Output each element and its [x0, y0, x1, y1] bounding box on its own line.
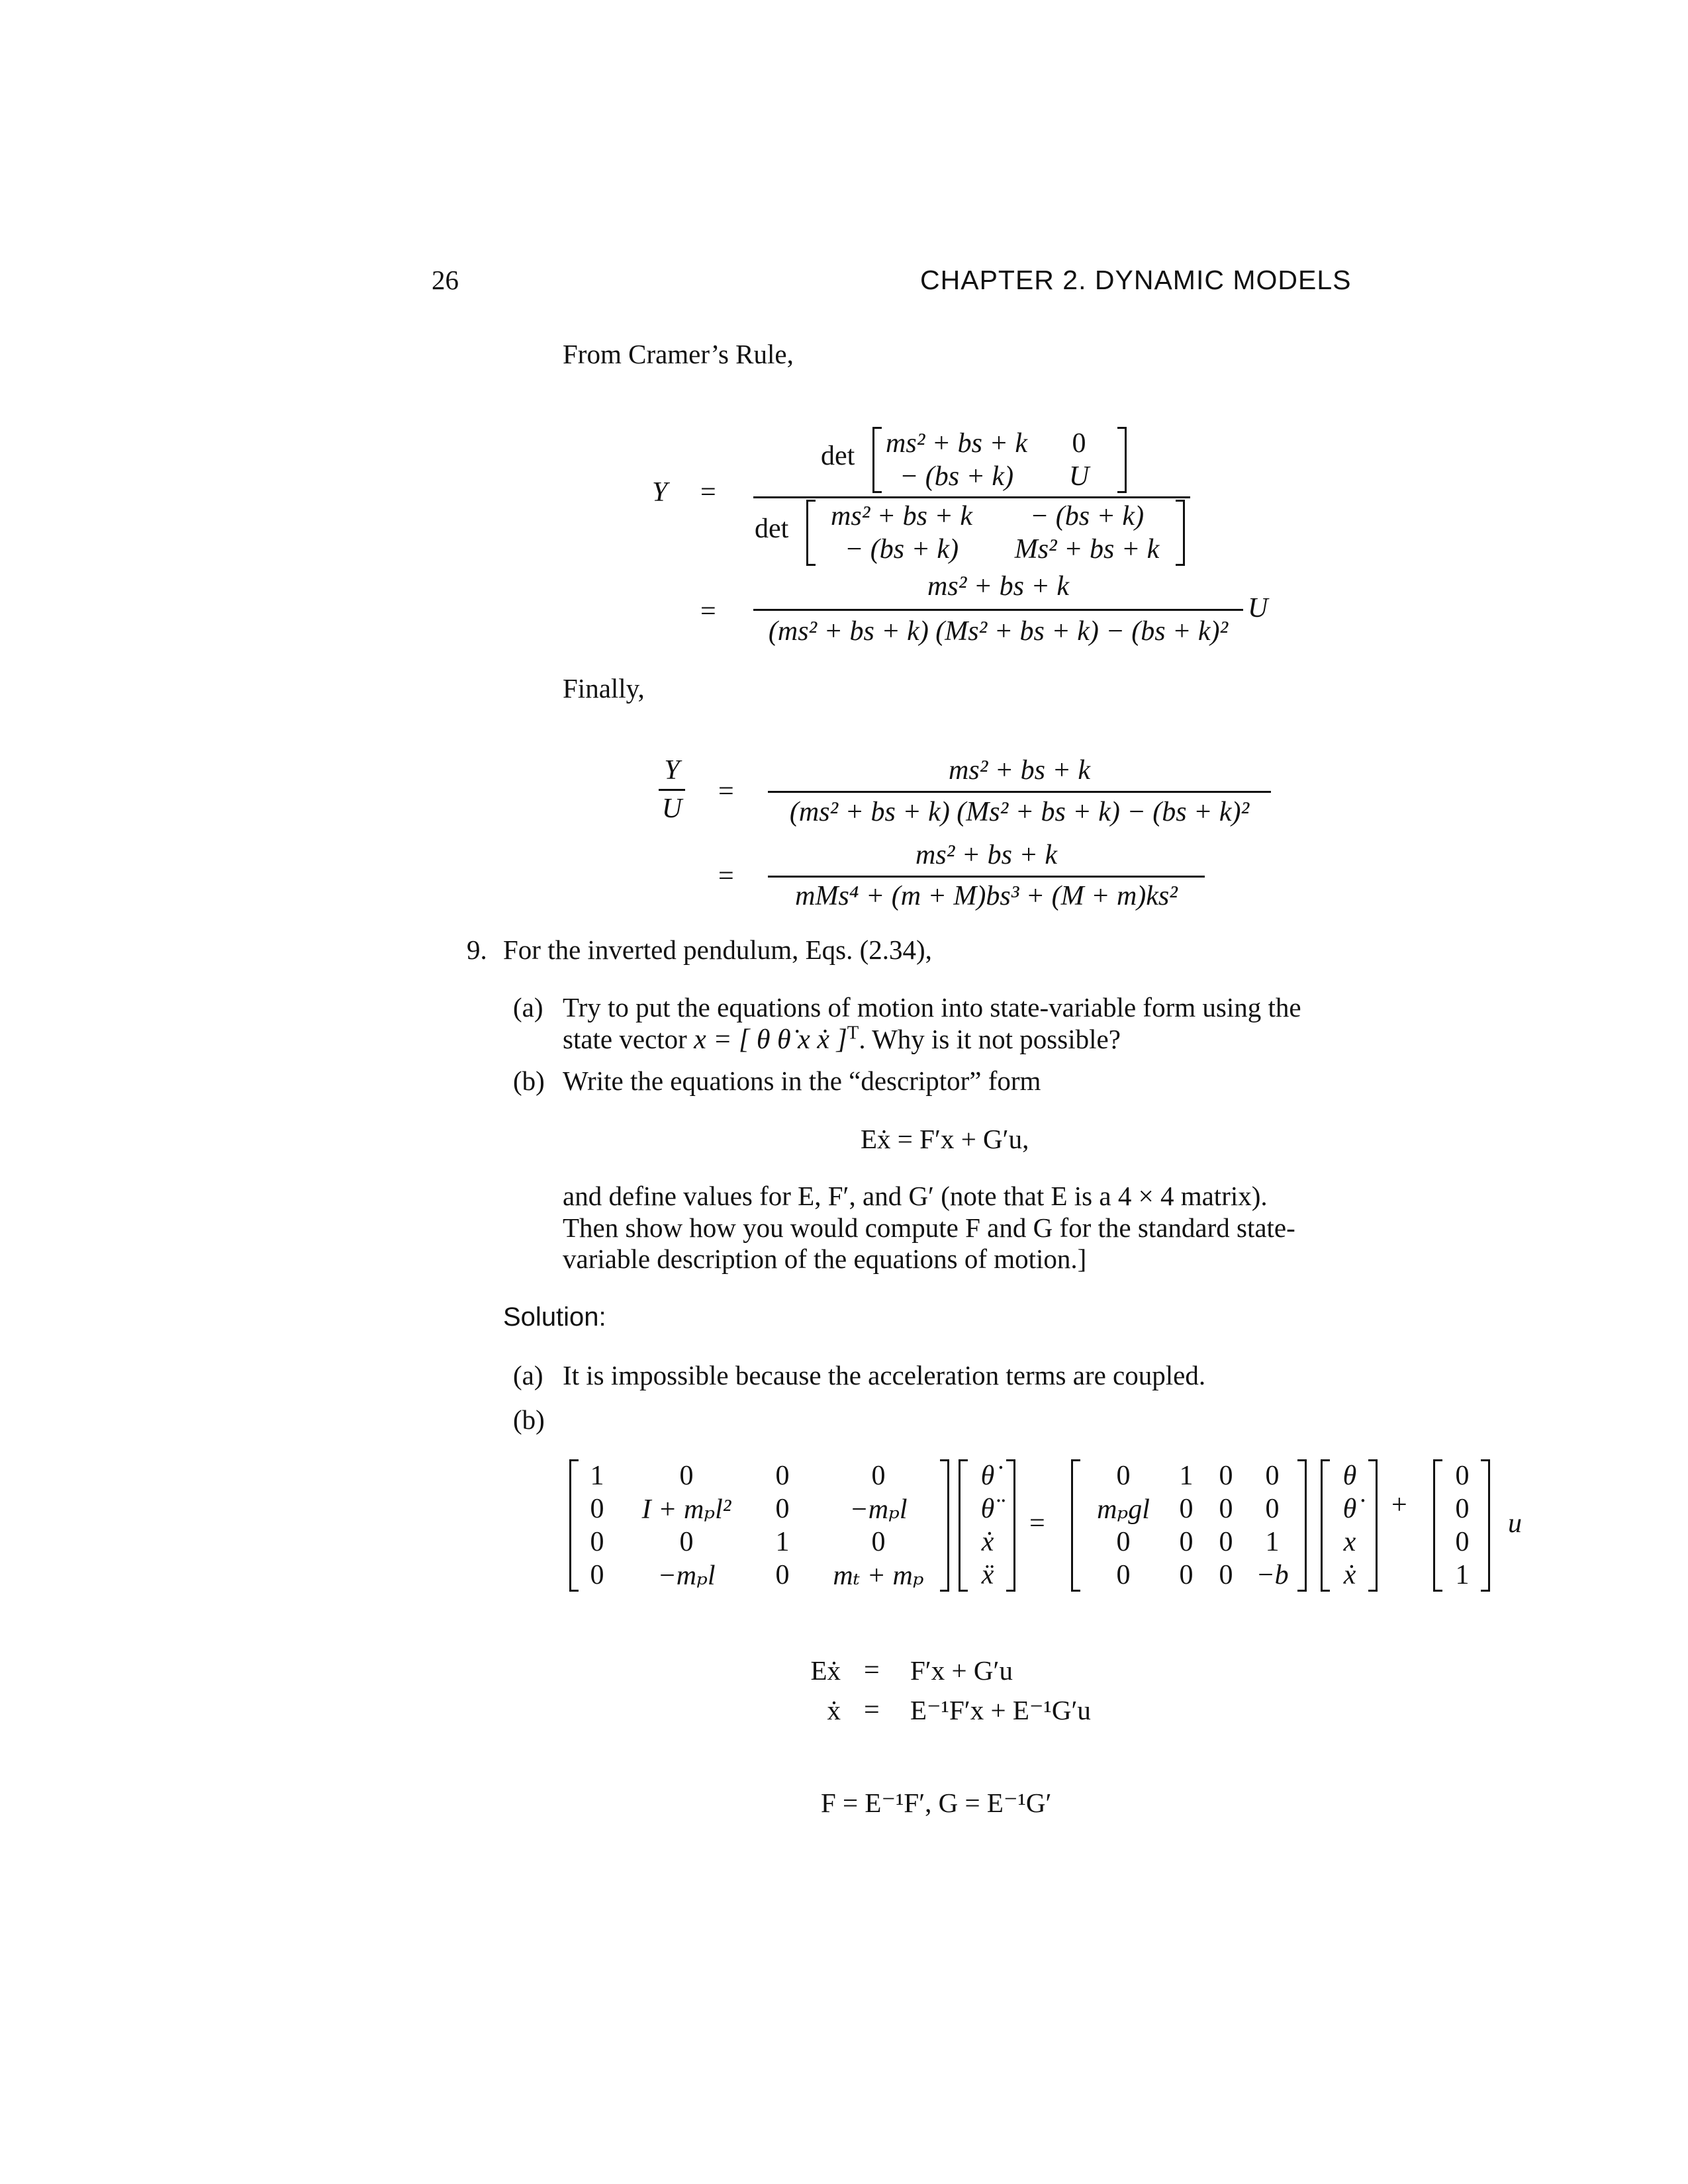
final-result: F = E⁻¹F′, G = E⁻¹G′: [821, 1788, 1052, 1818]
den-matrix-left-bracket: [806, 500, 816, 566]
solution-a-label: (a): [513, 1360, 543, 1390]
xdot-left-bracket: [959, 1459, 968, 1592]
page-number: 26: [432, 265, 459, 295]
part-b-line3: Then show how you would compute F and G for the standard state-: [563, 1212, 1295, 1243]
res2-lhs: ẋ: [827, 1695, 841, 1725]
tf-fraction-bar-1: [768, 791, 1271, 793]
cramer-line2-num: ms² + bs + k: [927, 571, 1069, 602]
xdot-right-bracket: [1006, 1459, 1015, 1592]
tf-lhs-bar: [659, 789, 685, 791]
res2-rhs: E⁻¹F′x + E⁻¹G′u: [910, 1695, 1091, 1725]
matrix-plus-sign: +: [1391, 1490, 1407, 1520]
tf-lhs-num: Y: [664, 755, 680, 786]
x-right-bracket: [1368, 1459, 1378, 1592]
G-vector: 0 0 0 1: [1455, 1461, 1470, 1590]
solution-a-text: It is impossible because the acceleration terms are coupled.: [563, 1360, 1206, 1390]
tf-line1-den: (ms² + bs + k) (Ms² + bs + k) − (bs + k)²: [789, 797, 1250, 827]
res1-rhs: F′x + G′u: [910, 1655, 1013, 1686]
intro-text: From Cramer’s Rule,: [563, 339, 794, 369]
part-a-label: (a): [513, 992, 543, 1023]
part-b-line2: and define values for E, F′, and G′ (note that E is a 4 × 4 matrix).: [563, 1181, 1268, 1211]
descriptor-equation: Eẋ = F′x + G′u,: [861, 1124, 1029, 1154]
F-matrix: 0 1 0 0 mₚgl 0 0 0 0 0 0 1 0 0 0 −b: [1097, 1461, 1289, 1590]
part-b-line1: Write the equations in the “descriptor” form: [563, 1066, 1041, 1096]
input-u: u: [1508, 1508, 1522, 1539]
problem-number: 9.: [467, 934, 487, 965]
finally-text: Finally,: [563, 673, 645, 704]
solution-b-label: (b): [513, 1404, 545, 1435]
res2-eq: =: [864, 1695, 880, 1725]
det-label-den: det: [755, 514, 789, 544]
F-matrix-right-bracket: [1297, 1459, 1307, 1592]
tf-eq-2: =: [718, 861, 734, 891]
F-matrix-left-bracket: [1071, 1459, 1080, 1592]
num-matrix-right-bracket: [1117, 427, 1127, 493]
tf-line2-num: ms² + bs + k: [915, 840, 1057, 870]
tf-line1-num: ms² + bs + k: [949, 755, 1090, 786]
cramer-fraction-bar-1: [753, 496, 1190, 498]
num-matrix: ms² + bs + k 0 − (bs + k) U: [886, 428, 1090, 492]
tf-lhs-den: U: [661, 794, 682, 824]
res1-lhs: Eẋ: [810, 1655, 841, 1686]
G-right-bracket: [1481, 1459, 1490, 1592]
cramer-line2-den: (ms² + bs + k) (Ms² + bs + k) − (bs + k)²: [768, 616, 1229, 647]
E-matrix: 1 0 0 0 0 I + mₚl² 0 −mₚl 0 0 1 0 0 −mₚl 0 mₜ + mₚ: [590, 1461, 924, 1591]
x-left-bracket: [1321, 1459, 1330, 1592]
matrix-eq-sign: =: [1029, 1508, 1045, 1539]
solution-heading: Solution:: [503, 1302, 606, 1332]
cramer-eq-1: =: [700, 477, 716, 508]
problem-statement: For the inverted pendulum, Eqs. (2.34),: [503, 934, 932, 965]
tf-line2-den: mMs⁴ + (m + M)bs³ + (M + m)ks²: [795, 881, 1178, 911]
part-b-line4: variable description of the equations of motion.]: [563, 1244, 1087, 1274]
cramer-lhs: Y: [652, 477, 668, 508]
cramer-fraction-bar-2: [753, 609, 1243, 611]
x-vector: θ θ̇ x ẋ: [1342, 1461, 1357, 1590]
xdot-vector: θ̇ θ̈ ẋ ẍ: [980, 1461, 995, 1590]
chapter-title: CHAPTER 2. DYNAMIC MODELS: [920, 265, 1352, 295]
cramer-line2-tail: U: [1248, 593, 1268, 623]
part-b-label: (b): [513, 1066, 545, 1096]
G-left-bracket: [1433, 1459, 1442, 1592]
den-matrix: ms² + bs + k − (bs + k) − (bs + k) Ms² + bs + k: [831, 501, 1160, 565]
res1-eq: =: [864, 1655, 880, 1686]
part-a-line2: state vector x = [ θ θ̇ x ẋ ]$^T$. Why is it not possible?: [563, 1022, 1121, 1055]
den-matrix-right-bracket: [1176, 500, 1185, 566]
det-label-num: det: [821, 441, 855, 471]
cramer-eq-2: =: [700, 596, 716, 627]
tf-eq-1: =: [718, 776, 734, 807]
part-a-line1: Try to put the equations of motion into state-variable form using the: [563, 992, 1301, 1023]
E-matrix-right-bracket: [940, 1459, 949, 1592]
tf-fraction-bar-2: [768, 876, 1205, 878]
